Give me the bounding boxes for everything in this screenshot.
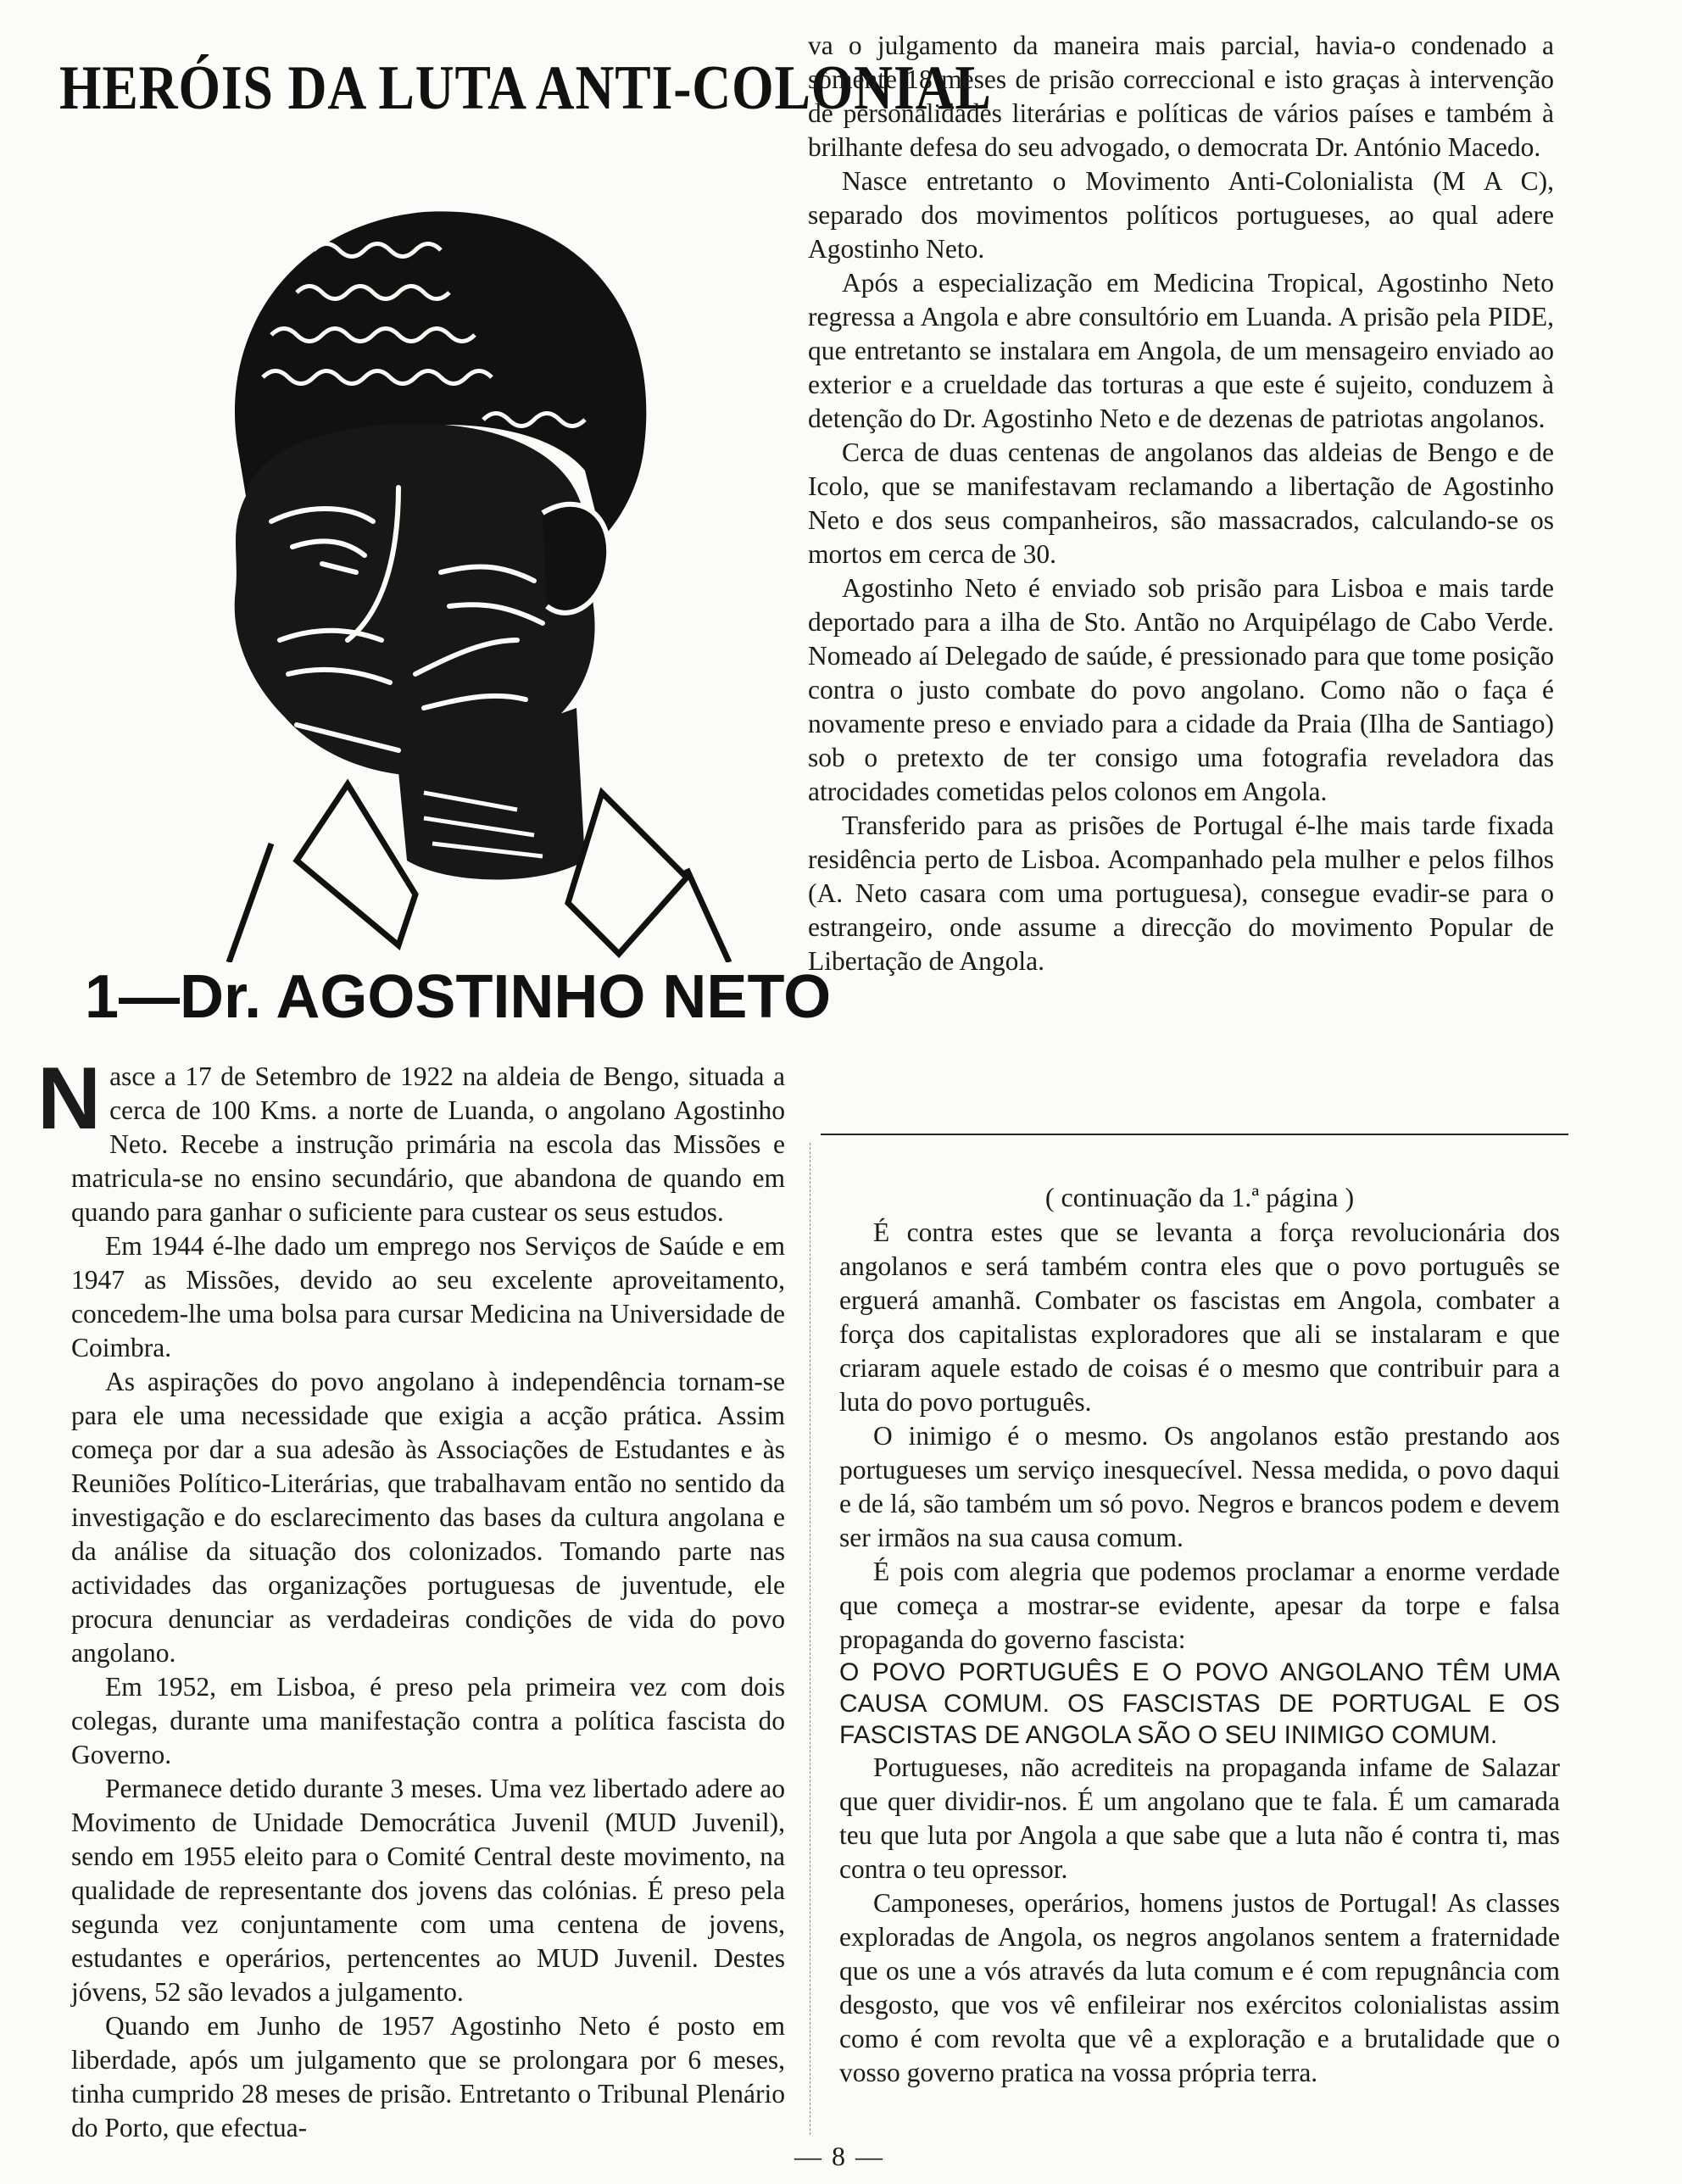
portrait-illustration	[144, 165, 738, 962]
left-column	[37, 1050, 785, 2145]
paragraph: Em 1944 é-lhe dado um emprego nos Serviços de Saúde e em 1947 as Missões, devido ao seu excelente aproveitamento, concedem-lhe uma bolsa para cursar Medicina na Universidade de Coimbra.	[71, 1231, 785, 1362]
page-headline: HERÓIS DA LUTA ANTI-COLONIAL	[59, 53, 992, 123]
paragraph: As aspirações do povo angolano à independência tornam-se para ele uma necessidade que exigia a acção prática. Assim começa por dar a sua adesão às Associações de Estudantes e às Reuniões Político-Literárias, que trabalhavam então no sentido da investigação e do esclarecimento das bases da cultura angolana e da análise da situação dos colonizados. Tomando parte nas actividades das organizações portuguesas de juventude, ele procura denunciar as verdadeiras condições de vida do povo angolano.	[71, 1367, 785, 1668]
paragraph: Portugueses, não acrediteis na propaganda infame de Salazar que quer dividir-nos. É um angolano que te fala. É um camarada teu que luta por Angola a que sabe que a luta não é contra ti, mas contra o teu opressor.	[839, 1752, 1560, 1884]
paragraph: É contra estes que se levanta a força revolucionária dos angolanos e será também contra eles que o povo português se erguerá amanhã. Combater os fascistas em Angola, combater a força dos capitalistas exploradores que ali se instalaram e que criaram aquele estado de coisas é o mesmo que contribuir para a luta do povo português.	[839, 1217, 1560, 1417]
page-number: — 8 —	[794, 2141, 884, 2171]
paragraph: Nasce a 17 de Setembro de 1922 na aldeia de Bengo, situada a cerca de 100 Kms. a norte de Luanda, o angolano Agostinho Neto. Recebe a instrução primária na escola das Missões e matricula-se no ensino secundário, que abandona de quando em quando para ganhar o suficiente para custear os seus estudos.	[37, 1050, 785, 1227]
right-column-top	[808, 29, 1554, 978]
paragraph: O inimigo é o mesmo. Os angolanos estão prestando aos portugueses um serviço inesquecível. Nessa medida, o povo daqui e de lá, são também um só povo. Negros e brancos podem e devem ser irmãos na sua causa comum.	[839, 1421, 1560, 1552]
article-title: 1—Dr. AGOSTINHO NETO	[85, 963, 832, 1031]
paragraph: É pois com alegria que podemos proclamar a enorme verdade que começa a mostrar-se evidente, apesar da torpe e falsa propaganda do governo fascista:	[839, 1557, 1560, 1654]
proclamation-block: O POVO PORTUGUÊS E O POVO ANGOLANO TÊM UMA CAUSA COMUM. OS FASCISTAS DE PORTUGAL E OS FASCISTAS DE ANGOLA SÃO O SEU INIMIGO COMUM.	[839, 1658, 1560, 1749]
horizontal-divider	[821, 1134, 1568, 1135]
paragraph: Quando em Junho de 1957 Agostinho Neto é posto em liberdade, após um julgamento que se prolongara por 6 meses, tinha cumprido 28 meses de prisão. Entretanto o Tribunal Plenário do Porto, que efectua-	[71, 2011, 785, 2142]
right-column-continuation	[839, 1180, 1560, 2090]
paragraph: Nasce entretanto o Movimento Anti-Colonialista (M A C), separado dos movimentos políticos portugueses, ao qual adere Agostinho Neto.	[808, 166, 1554, 264]
paragraph: Em 1952, em Lisboa, é preso pela primeira vez com dois colegas, durante uma manifestação contra a política fascista do Governo.	[71, 1672, 785, 1769]
paragraph: Agostinho Neto é enviado sob prisão para Lisboa e mais tarde deportado para a ilha de Sto. Antão no Arquipélago de Cabo Verde. Nomeado aí Delegado de saúde, é pressionado para que tome posição contra o justo combate do povo angolano. Como não o faça é novamente preso e enviado para a cidade da Praia (Ilha de Santiago) sob o pretexto de ter consigo uma fotografia reveladora das atrocidades cometidas pelos colonos em Angola.	[808, 573, 1554, 806]
continuation-heading: ( continuação da 1.ª página )	[1044, 1182, 1355, 1212]
paragraph: Camponeses, operários, homens justos de Portugal! As classes exploradas de Angola, os negros angolanos sentem a fraternidade que os une a vós através da luta comum e é com repugnância com desgosto, que vos vê enfileirar nos exércitos colonialistas assim como é com revolta que vê a exploração e a brutalidade que o vosso governo pratica na vossa própria terra.	[839, 1888, 1560, 2087]
paragraph: Cerca de duas centenas de angolanos das aldeias de Bengo e de Icolo, que se manifestavam reclamando a libertação de Agostinho Neto e dos seus companheiros, são massacrados, calculando-se os mortos em cerca de 30.	[808, 437, 1554, 569]
paragraph: Permanece detido durante 3 meses. Uma vez libertado adere ao Movimento de Unidade Democrática Juvenil (MUD Juvenil), sendo em 1955 eleito para o Comité Central deste movimento, na qualidade de representante dos jovens das colónias. É preso pela segunda vez conjuntamente com uma centena de jovens, estudantes e operários, pertencentes ao MUD Juvenil. Destes jóvens, 52 são levados a julgamento.	[71, 1774, 785, 2007]
paragraph: Após a especialização em Medicina Tropical, Agostinho Neto regressa a Angola e abre consultório em Luanda. A prisão pela PIDE, que entretanto se instalara em Angola, de um mensageiro enviado ao exterior e a crueldade das torturas a que este é sujeito, conduzem à detenção do Dr. Agostinho Neto e de dezenas de patriotas angolanos.	[808, 268, 1554, 433]
drop-cap: N	[37, 1050, 102, 1148]
paragraph: Transferido para as prisões de Portugal é-lhe mais tarde fixada residência perto de Lisboa. Acompanhado pela mulher e pelos filhos (A. Neto casara com uma portuguesa), consegue evadir-se para o estrangeiro, onde assume a direcção do movimento Popular de Libertação de Angola.	[808, 811, 1554, 976]
paragraph: va o julgamento da maneira mais parcial, havia-o condenado a sòmente 18 meses de prisão correccional e isto graças à intervenção de personalidades literárias e políticas de vários países e também à brilhante defesa do seu advogado, o democrata Dr. António Macedo.	[808, 31, 1554, 162]
